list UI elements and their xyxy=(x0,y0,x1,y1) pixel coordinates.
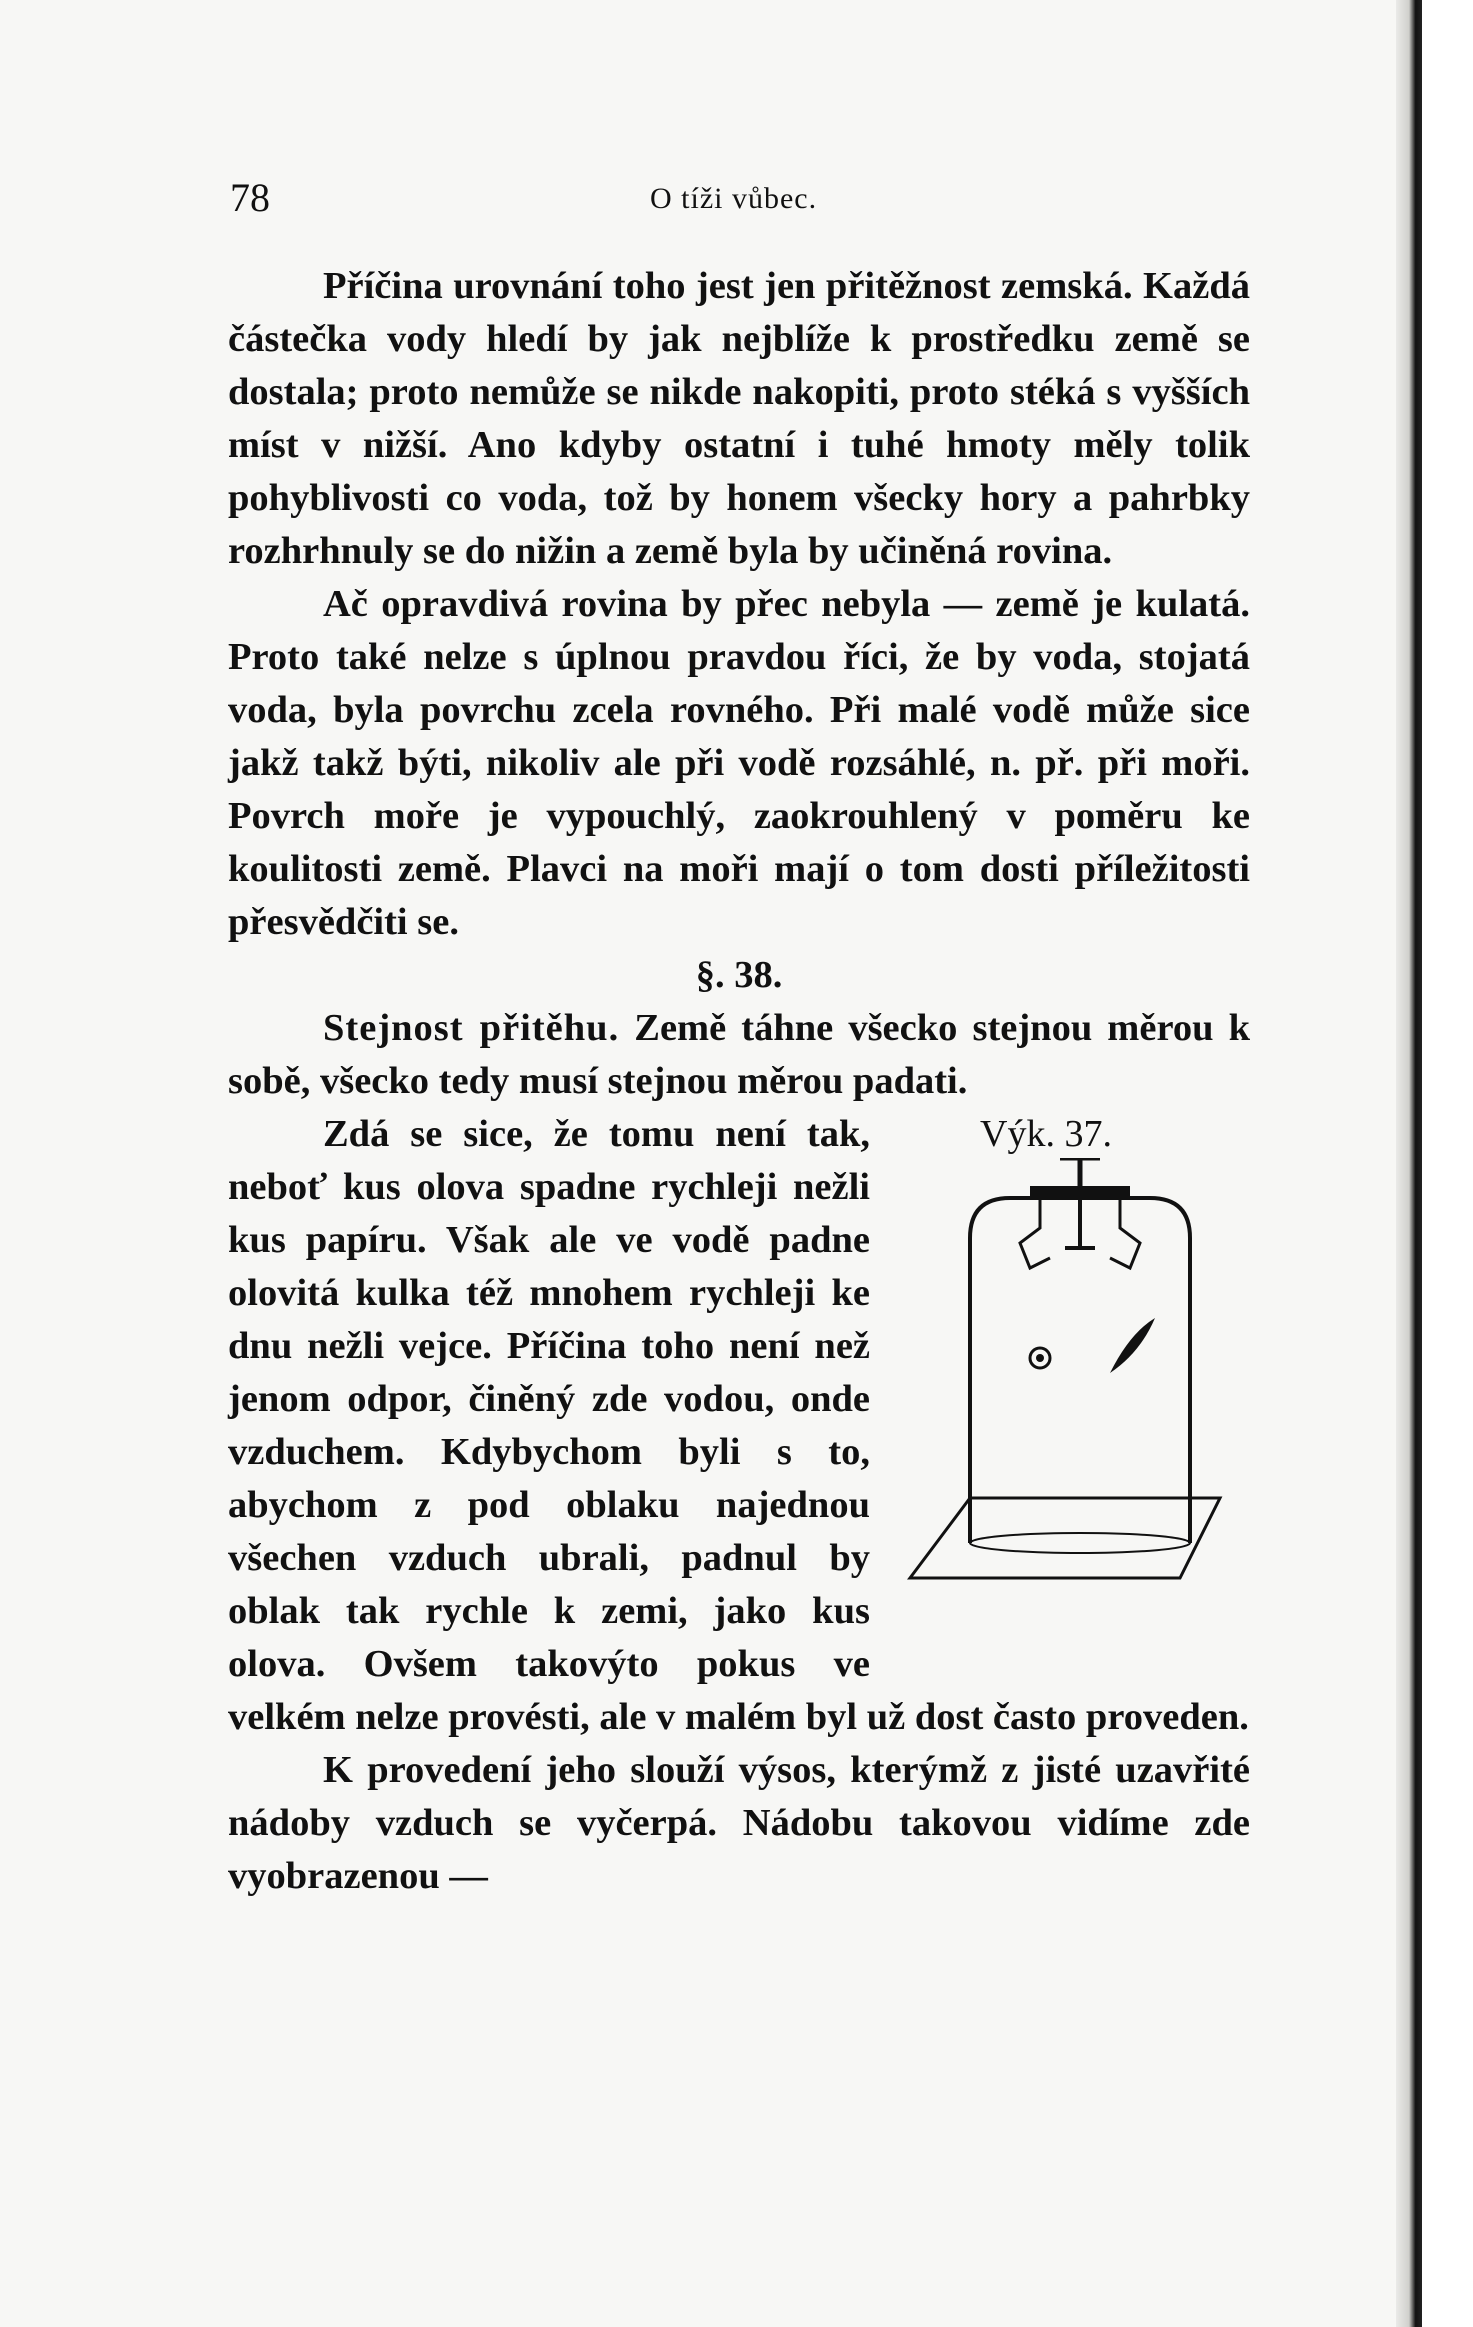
paragraph-4: K provedení jeho slouží výsos, kterýmž z jisté uzavřité nádoby vzduch se vyčerpá. Nádobu takovou vidíme zde vyobrazenou — xyxy=(228,1749,1250,1897)
section-lead-text: Země táhne všecko stejnou měrou k sobě, všecko tedy musí stejnou měrou padati. xyxy=(228,1007,1250,1102)
vacuum-jar-illustration xyxy=(890,1158,1230,1628)
page-number: 78 xyxy=(230,175,270,220)
paragraph-3: Zdá se sice, že tomu není tak, neboť kus olova spadne rychleji nežli kus papíru. Však ale ve vodě padne olovitá kulka též mnohem rychleji ke dnu nežli vejce. Příčina toho není než jenom odpor, činěný zde vodou, onde vzduchem. Kdybychom byli s to, abychom z pod oblaku najednou všechen vzduch ubrali, padnul by oblak tak rychle k zemi, jako kus olova. Ovšem takovýto pokus ve velkém nelze provésti, ale v malém byl už dost často proveden. xyxy=(228,1113,1249,1738)
page-header xyxy=(230,170,1250,230)
running-head: O tíži vůbec. xyxy=(650,182,818,215)
section-lead-paragraph xyxy=(228,1002,1250,1108)
scan-margin xyxy=(1422,0,1473,2327)
section-subhead: Stejnost přitěhu. xyxy=(323,1007,620,1049)
paragraph-1: Příčina urovnání toho jest jen přitěžnost zemská. Každá částečka vody hledí by jak nejblíže k prostředku země se dostala; proto nemůže se nikde nakopiti, proto stéká s vyšších míst v nižší. Ano kdyby ostatní i tuhé hmoty měly tolik pohyblivosti co voda, tož by honem všecky hory a pahrbky rozhrhnuly se do nižin a země byla by učiněná rovina. xyxy=(228,265,1250,572)
body-text xyxy=(228,260,1250,1903)
figure-caption: Výk. 37. xyxy=(980,1113,1112,1155)
section-number: §. 38. xyxy=(695,954,783,996)
paragraph-2: Ač opravdivá rovina by přec nebyla — země je kulatá. Proto také nelze s úplnou pravdou říci, že by voda, stojatá voda, byla povrchu zcela rovného. Při malé vodě může sice jakž takž býti, nikoliv ale při vodě rozsáhlé, n. př. při moři. Povrch moře je vypouchlý, zaokrouhlený v poměru ke koulitosti země. Plavci na moři mají o tom dosti příležitosti přesvědčiti se. xyxy=(228,583,1250,943)
book-binding-edge xyxy=(1396,0,1422,2327)
figure-37 xyxy=(890,1108,1250,1648)
